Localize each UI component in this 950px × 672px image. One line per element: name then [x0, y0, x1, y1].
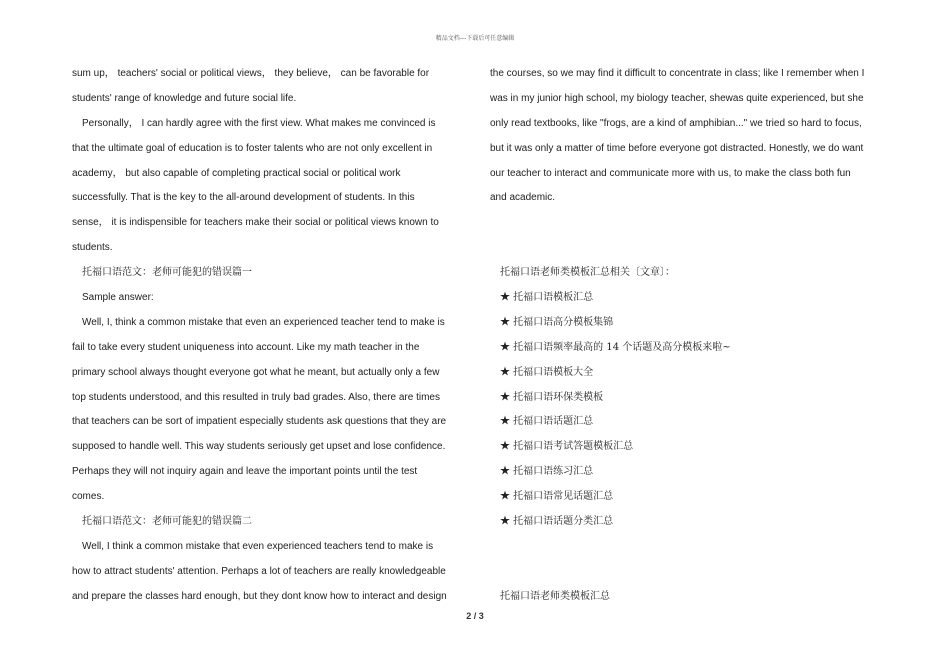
text-line: our teacher to interact and communicate more with us, to make the class both fun [490, 167, 851, 179]
text-line: Sample answer: [82, 292, 154, 304]
right-column [490, 62, 882, 610]
text-line: ★ 托福口语话题汇总 [500, 416, 594, 428]
text-line: and academic. [490, 192, 556, 204]
text-line: ★ 托福口语频率最高的 14 个话题及高分模板来啦~ [500, 341, 731, 353]
text-line: ★ 托福口语模板汇总 [500, 292, 594, 304]
blank-line [490, 560, 882, 585]
page-header: 精品文档---下载后可任意编辑 [435, 35, 515, 42]
text-line: the courses, so we may find it difficult to concentrate in class; like I remember when I [490, 68, 865, 79]
text-line: sum up， teachers' social or political views， they believe， can be favorable for [72, 68, 430, 79]
text-line: ★ 托福口语高分模板集锦 [500, 316, 614, 328]
text-line: was in my junior high school, my biology teacher, shewas quite experienced, but she [490, 92, 864, 104]
text-line: 托福口语范文：老师可能犯的错误篇一 [82, 267, 252, 279]
text-line: students' range of knowledge and future social life. [72, 92, 297, 104]
text-line: that teachers can be sort of impatient especially students ask questions that they are [72, 416, 447, 428]
text-line: 托福口语老师类模板汇总 [500, 590, 610, 602]
text-line: ★ 托福口语环保类模板 [500, 391, 604, 403]
text-line: only read textbooks, like "frogs, are a kind of amphibian..." we tried so hard to focus, [490, 117, 862, 129]
text-line: Well, I think a common mistake that even experienced teachers tend to make is [82, 540, 434, 552]
text-line: but it was only a matter of time before everyone got distracted. Honestly, we do want [490, 142, 864, 154]
text-line: top students understood, and this resulted in truly bad grades. Also, there are times [72, 391, 440, 403]
left-column [72, 62, 464, 610]
blank-line [490, 211, 882, 236]
text-line: supposed to handle well. This way students seriously get upset and lose confidence. [72, 441, 446, 453]
text-line: that the ultimate goal of education is to foster talents who are not only excellent in [72, 142, 433, 154]
text-line: successfully. That is the key to the all-around development of students. In this [72, 192, 415, 204]
text-line: Well, I, think a common mistake that even an experienced teacher tend to make is [82, 316, 445, 328]
text-line: ★ 托福口语话题分类汇总 [500, 516, 614, 528]
text-line: 托福口语范文：老师可能犯的错误篇二 [82, 516, 252, 528]
blank-line [490, 535, 882, 560]
text-line: and prepare the classes hard enough, but they dont know how to interact and design [72, 590, 447, 602]
text-line: academy， but also capable of completing practical social or political work [72, 167, 401, 179]
text-line: sense， it is indispensible for teachers make their social or political views known to [72, 217, 439, 229]
text-line: ★ 托福口语常见话题汇总 [500, 491, 614, 503]
text-line: ★ 托福口语练习汇总 [500, 466, 594, 478]
text-line: primary school always thought everyone got what he meant, but actually only a few [72, 366, 440, 378]
text-line: fail to take every student uniqueness into account. Like my math teacher in the [72, 341, 420, 353]
page-number: 2 / 3 [466, 611, 484, 621]
text-line: ★ 托福口语模板大全 [500, 366, 594, 378]
text-line: ★ 托福口语考试答题模板汇总 [500, 441, 634, 453]
text-line: comes. [72, 491, 105, 503]
text-line: how to attract students' attention. Perhaps a lot of teachers are really knowledgeable [72, 565, 446, 577]
text-line: 托福口语老师类模板汇总相关〔文章〕： [500, 267, 675, 279]
text-line: Perhaps they will not inquiry again and leave the important points until the test [72, 466, 418, 478]
text-line: Personally， I can hardly agree with the first view. What makes me convinced is [82, 117, 436, 129]
blank-line [490, 236, 882, 261]
text-line: students. [72, 242, 113, 254]
